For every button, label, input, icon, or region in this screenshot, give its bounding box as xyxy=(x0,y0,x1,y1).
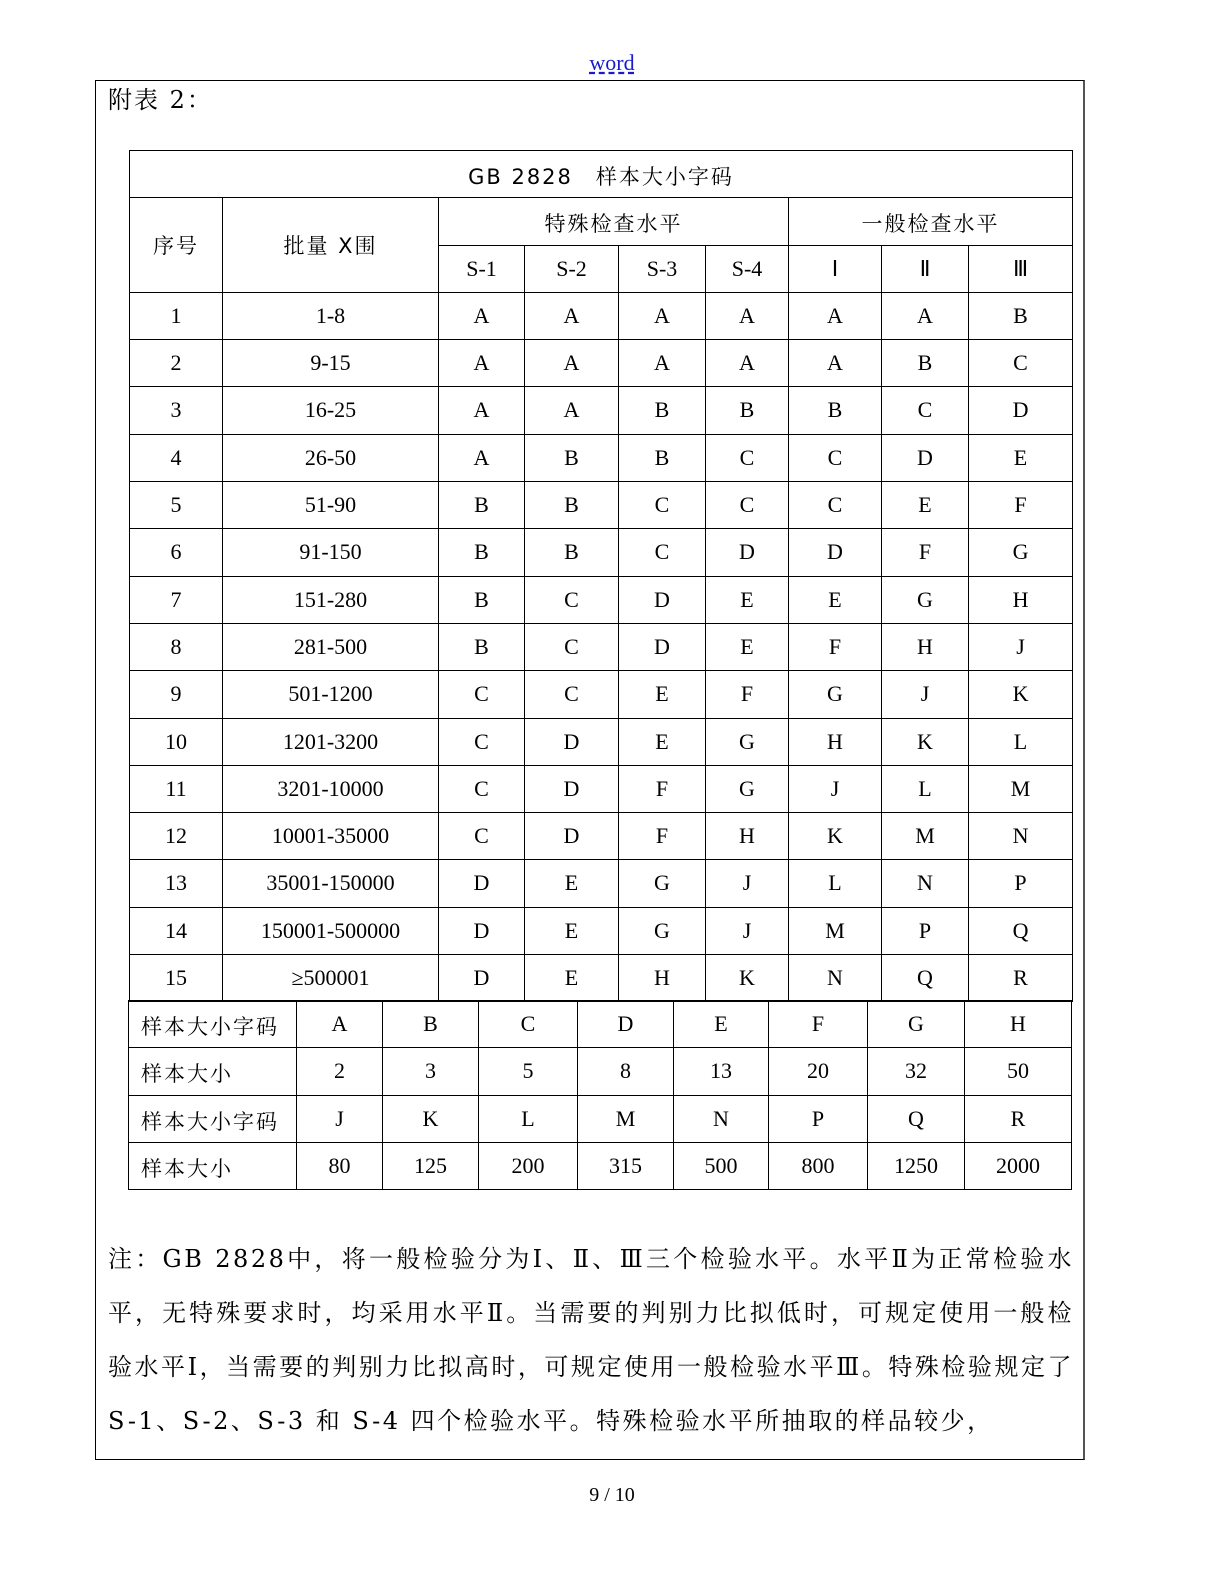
header-seq: 序号 xyxy=(130,198,223,293)
row-code: E xyxy=(525,955,619,1002)
size-value: 13 xyxy=(674,1048,769,1095)
page-number: 9 / 10 xyxy=(589,1484,635,1506)
row-code: B xyxy=(706,387,789,434)
row-code: C xyxy=(525,576,619,623)
row-code: K xyxy=(789,813,882,860)
size-value: 125 xyxy=(383,1142,479,1189)
row-code: H xyxy=(706,813,789,860)
header-special-level: 特殊检查水平 xyxy=(439,198,789,245)
row-code: B xyxy=(525,529,619,576)
row-code: B xyxy=(439,529,525,576)
row-code: A xyxy=(619,292,706,339)
row-code: C xyxy=(706,434,789,481)
row-code: D xyxy=(789,529,882,576)
row-code: J xyxy=(706,907,789,954)
row-code: A xyxy=(706,340,789,387)
row-code: Q xyxy=(969,907,1073,954)
row-code: E xyxy=(619,718,706,765)
row-batch-range: 501-1200 xyxy=(223,671,439,718)
table-row xyxy=(130,482,1073,529)
size-value: R xyxy=(965,1095,1072,1142)
row-code: L xyxy=(969,718,1073,765)
row-code: B xyxy=(619,387,706,434)
size-value: 500 xyxy=(674,1142,769,1189)
table-row xyxy=(130,340,1073,387)
table-row xyxy=(130,813,1073,860)
size-value: 3 xyxy=(383,1048,479,1095)
row-code: F xyxy=(619,765,706,812)
row-batch-range: 51-90 xyxy=(223,482,439,529)
row-code: F xyxy=(789,623,882,670)
row-code: P xyxy=(882,907,969,954)
row-batch-range: 26-50 xyxy=(223,434,439,481)
row-seq: 2 xyxy=(130,340,223,387)
row-code: K xyxy=(706,955,789,1002)
table-caption: GB 2828 样本大小字码 xyxy=(130,151,1073,198)
row-code: C xyxy=(525,671,619,718)
row-code: E xyxy=(882,482,969,529)
size-value: H xyxy=(965,1001,1072,1048)
row-code: J xyxy=(789,765,882,812)
table-row xyxy=(130,765,1073,812)
level-header: Ⅱ xyxy=(882,245,969,292)
row-code: A xyxy=(525,292,619,339)
row-code: D xyxy=(706,529,789,576)
row-code: E xyxy=(706,576,789,623)
row-code: F xyxy=(969,482,1073,529)
row-code: B xyxy=(439,576,525,623)
row-code: C xyxy=(439,765,525,812)
size-value: 200 xyxy=(479,1142,578,1189)
header-general-level: 一般检查水平 xyxy=(789,198,1073,245)
row-seq: 12 xyxy=(130,813,223,860)
row-batch-range: 16-25 xyxy=(223,387,439,434)
row-code: A xyxy=(439,387,525,434)
row-code: L xyxy=(789,860,882,907)
row-batch-range: 151-280 xyxy=(223,576,439,623)
table-row xyxy=(130,434,1073,481)
row-code: B xyxy=(439,482,525,529)
row-code: H xyxy=(882,623,969,670)
size-value: F xyxy=(769,1001,868,1048)
row-code: C xyxy=(439,813,525,860)
row-code: F xyxy=(619,813,706,860)
header-batch: 批量 X围 xyxy=(223,198,439,293)
table-row xyxy=(130,955,1073,1002)
size-value: B xyxy=(383,1001,479,1048)
row-code: A xyxy=(882,292,969,339)
row-code: D xyxy=(969,387,1073,434)
row-code: M xyxy=(789,907,882,954)
row-seq: 7 xyxy=(130,576,223,623)
row-code: G xyxy=(882,576,969,623)
row-code: H xyxy=(789,718,882,765)
size-value: 800 xyxy=(769,1142,868,1189)
size-value: M xyxy=(578,1095,674,1142)
row-seq: 4 xyxy=(130,434,223,481)
size-value: L xyxy=(479,1095,578,1142)
table-row xyxy=(130,529,1073,576)
sample-size-table xyxy=(128,1000,1072,1190)
row-code: F xyxy=(882,529,969,576)
row-code: A xyxy=(619,340,706,387)
row-code: N xyxy=(969,813,1073,860)
row-code: G xyxy=(706,765,789,812)
row-batch-range: 150001-500000 xyxy=(223,907,439,954)
size-value: P xyxy=(769,1095,868,1142)
row-code: N xyxy=(882,860,969,907)
row-code: A xyxy=(525,340,619,387)
row-seq: 8 xyxy=(130,623,223,670)
row-code: J xyxy=(882,671,969,718)
row-batch-range: 91-150 xyxy=(223,529,439,576)
row-code: B xyxy=(439,623,525,670)
row-code: C xyxy=(525,623,619,670)
row-code: G xyxy=(969,529,1073,576)
size-row xyxy=(129,1142,1072,1189)
size-value: N xyxy=(674,1095,769,1142)
row-seq: 1 xyxy=(130,292,223,339)
row-code: D xyxy=(619,623,706,670)
row-code: R xyxy=(969,955,1073,1002)
size-value: 50 xyxy=(965,1048,1072,1095)
row-code: F xyxy=(706,671,789,718)
size-value: G xyxy=(868,1001,965,1048)
size-value: 315 xyxy=(578,1142,674,1189)
row-code: G xyxy=(619,907,706,954)
row-code: H xyxy=(969,576,1073,623)
level-header: S-1 xyxy=(439,245,525,292)
size-value: D xyxy=(578,1001,674,1048)
size-value: 32 xyxy=(868,1048,965,1095)
level-header: S-3 xyxy=(619,245,706,292)
row-seq: 6 xyxy=(130,529,223,576)
row-code: B xyxy=(789,387,882,434)
row-code: B xyxy=(882,340,969,387)
table-row xyxy=(130,387,1073,434)
table-row xyxy=(130,718,1073,765)
row-code: E xyxy=(706,623,789,670)
row-code: M xyxy=(882,813,969,860)
row-batch-range: 3201-10000 xyxy=(223,765,439,812)
size-row xyxy=(129,1095,1072,1142)
row-code: A xyxy=(525,387,619,434)
row-code: Q xyxy=(882,955,969,1002)
note-paragraph: 注：GB 2828中，将一般检验分为Ⅰ、Ⅱ、Ⅲ三个检验水平。水平Ⅱ为正常检验水平，无特殊要求时，均采用水平Ⅱ。当需要的判别力比拟低时，可规定使用一般检验水平Ⅰ，当需要的判别力比拟高时，可规定使用一般检验水平Ⅲ。特殊检验规定了 S-1、S-2、S-3 和 S-4 四个检验水平。特殊检验水平所抽取的样品较少， xyxy=(108,1245,1074,1435)
row-code: B xyxy=(969,292,1073,339)
size-row-label: 样本大小 xyxy=(129,1048,297,1095)
table-row xyxy=(130,671,1073,718)
row-seq: 9 xyxy=(130,671,223,718)
row-code: J xyxy=(706,860,789,907)
size-row-label: 样本大小字码 xyxy=(129,1095,297,1142)
size-value: 80 xyxy=(297,1142,383,1189)
row-code: B xyxy=(619,434,706,481)
row-code: C xyxy=(706,482,789,529)
row-code: D xyxy=(525,765,619,812)
size-value: 2 xyxy=(297,1048,383,1095)
size-value: 20 xyxy=(769,1048,868,1095)
row-code: E xyxy=(969,434,1073,481)
row-code: E xyxy=(789,576,882,623)
row-code: C xyxy=(619,529,706,576)
sample-size-code-table xyxy=(129,150,1073,1002)
size-row xyxy=(129,1001,1072,1048)
row-code: J xyxy=(969,623,1073,670)
size-value: C xyxy=(479,1001,578,1048)
row-code: C xyxy=(789,434,882,481)
row-seq: 10 xyxy=(130,718,223,765)
row-code: A xyxy=(439,434,525,481)
table-row xyxy=(130,576,1073,623)
row-code: D xyxy=(525,813,619,860)
level-header: Ⅲ xyxy=(969,245,1073,292)
size-value: 2000 xyxy=(965,1142,1072,1189)
row-code: C xyxy=(439,671,525,718)
level-header: S-4 xyxy=(706,245,789,292)
row-batch-range: 35001-150000 xyxy=(223,860,439,907)
row-code: D xyxy=(619,576,706,623)
table-row xyxy=(130,623,1073,670)
row-batch-range: 9-15 xyxy=(223,340,439,387)
row-code: G xyxy=(619,860,706,907)
row-code: B xyxy=(525,434,619,481)
row-seq: 11 xyxy=(130,765,223,812)
row-batch-range: 10001-35000 xyxy=(223,813,439,860)
row-code: K xyxy=(882,718,969,765)
header-word-link[interactable] xyxy=(0,50,1224,76)
row-batch-range: 1201-3200 xyxy=(223,718,439,765)
row-code: C xyxy=(619,482,706,529)
row-code: D xyxy=(439,907,525,954)
row-code: E xyxy=(619,671,706,718)
size-value: E xyxy=(674,1001,769,1048)
row-batch-range: 1-8 xyxy=(223,292,439,339)
level-header: Ⅰ xyxy=(789,245,882,292)
row-code: C xyxy=(789,482,882,529)
row-batch-range: ≥500001 xyxy=(223,955,439,1002)
word-link-text[interactable]: word xyxy=(589,50,635,75)
size-value: Q xyxy=(868,1095,965,1142)
row-seq: 15 xyxy=(130,955,223,1002)
size-value: A xyxy=(297,1001,383,1048)
size-row xyxy=(129,1048,1072,1095)
attachment-title: 附表 2： xyxy=(108,86,213,114)
row-code: K xyxy=(969,671,1073,718)
row-code: D xyxy=(439,955,525,1002)
row-code: N xyxy=(789,955,882,1002)
table-row xyxy=(130,292,1073,339)
size-value: 5 xyxy=(479,1048,578,1095)
row-code: E xyxy=(525,907,619,954)
row-code: C xyxy=(882,387,969,434)
row-seq: 3 xyxy=(130,387,223,434)
row-code: A xyxy=(789,340,882,387)
row-code: D xyxy=(882,434,969,481)
size-value: 1250 xyxy=(868,1142,965,1189)
row-code: C xyxy=(969,340,1073,387)
row-code: G xyxy=(706,718,789,765)
row-code: A xyxy=(439,340,525,387)
row-code: D xyxy=(439,860,525,907)
row-code: M xyxy=(969,765,1073,812)
size-value: 8 xyxy=(578,1048,674,1095)
row-code: G xyxy=(789,671,882,718)
size-row-label: 样本大小 xyxy=(129,1142,297,1189)
row-code: E xyxy=(525,860,619,907)
row-code: A xyxy=(789,292,882,339)
row-seq: 14 xyxy=(130,907,223,954)
level-header: S-2 xyxy=(525,245,619,292)
row-code: L xyxy=(882,765,969,812)
size-value: K xyxy=(383,1095,479,1142)
row-code: A xyxy=(439,292,525,339)
row-seq: 13 xyxy=(130,860,223,907)
size-row-label: 样本大小字码 xyxy=(129,1001,297,1048)
row-code: B xyxy=(525,482,619,529)
size-value: J xyxy=(297,1095,383,1142)
table-row xyxy=(130,907,1073,954)
row-code: D xyxy=(525,718,619,765)
row-code: P xyxy=(969,860,1073,907)
row-seq: 5 xyxy=(130,482,223,529)
row-code: C xyxy=(439,718,525,765)
row-batch-range: 281-500 xyxy=(223,623,439,670)
row-code: A xyxy=(706,292,789,339)
table-row xyxy=(130,860,1073,907)
row-code: H xyxy=(619,955,706,1002)
